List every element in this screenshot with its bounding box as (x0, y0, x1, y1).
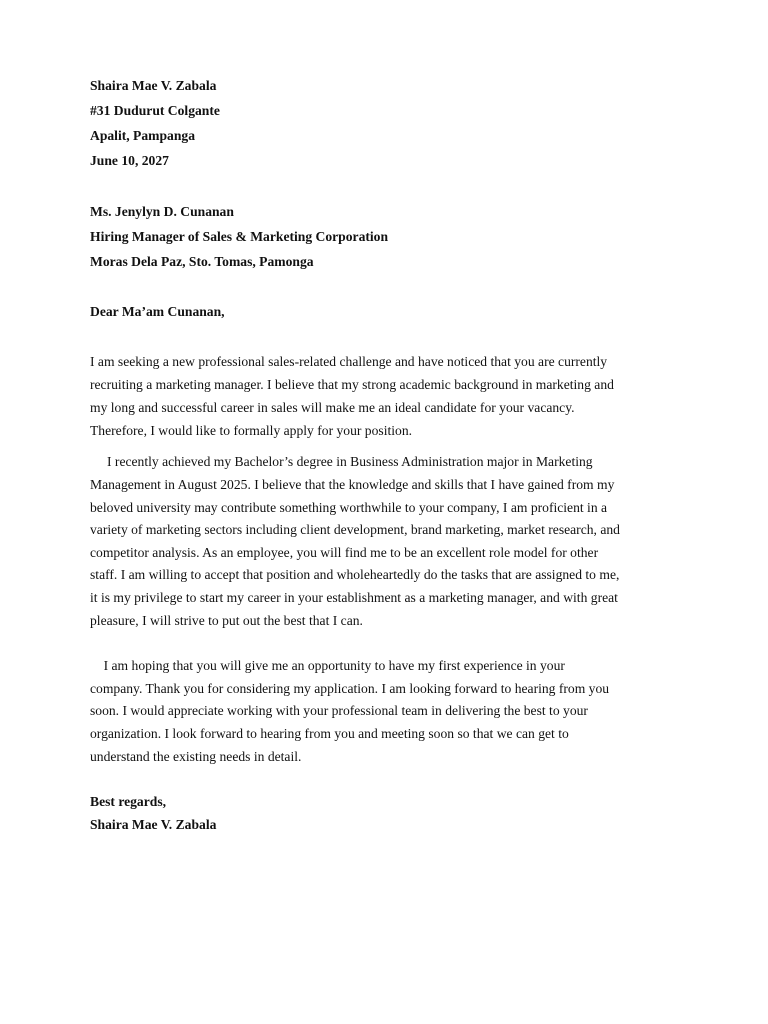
sender-address-line2: Apalit, Pampanga (90, 128, 195, 143)
paragraph-2-line: pleasure, I will strive to put out the best that I can. (90, 613, 363, 628)
paragraph-2-line: variety of marketing sectors including client development, brand marketing, market research, and (90, 522, 620, 537)
paragraph-1-line: my long and successful career in sales will make me an ideal candidate for your vacancy. (90, 400, 575, 415)
paragraph-3-line: organization. I look forward to hearing from you and meeting soon so that we can get to (90, 726, 569, 741)
paragraph-2-line: Management in August 2025. I believe that the knowledge and skills that I have gained from my (90, 477, 615, 492)
recipient-title: Hiring Manager of Sales & Marketing Corporation (90, 229, 389, 244)
paragraph-2-line: staff. I am willing to accept that position and wholeheartedly do the tasks that are assigned to me, (90, 567, 620, 582)
salutation: Dear Ma’am Cunanan, (90, 304, 225, 319)
paragraph-3-line: company. Thank you for considering my application. I am looking forward to hearing from you (90, 681, 610, 696)
paragraph-3-line: understand the existing needs in detail. (90, 749, 302, 764)
paragraph-1-line: Therefore, I would like to formally apply for your position. (90, 423, 413, 438)
recipient-address: Moras Dela Paz, Sto. Tomas, Pamonga (90, 254, 314, 269)
closing: Best regards, (90, 794, 167, 809)
signature-name: Shaira Mae V. Zabala (90, 817, 217, 832)
paragraph-3-line: soon. I would appreciate working with your professional team in delivering the best to your (90, 703, 588, 718)
paragraph-3-line: I am hoping that you will give me an opportunity to have my first experience in your (90, 658, 565, 673)
paragraph-1-line: recruiting a marketing manager. I believe that my strong academic background in marketing and (90, 377, 614, 392)
paragraph-2-line: it is my privilege to start my career in your establishment as a marketing manager, and with great (90, 590, 618, 605)
paragraph-2-line: beloved university may contribute something worthwhile to your company, I am proficient in a (90, 500, 608, 515)
paragraph-1-line: I am seeking a new professional sales-related challenge and have noticed that you are currently (90, 354, 608, 369)
sender-address-line1: #31 Dudurut Colgante (90, 103, 220, 118)
recipient-name: Ms. Jenylyn D. Cunanan (90, 204, 234, 219)
sender-name: Shaira Mae V. Zabala (90, 78, 217, 93)
paragraph-2-line: I recently achieved my Bachelor’s degree in Business Administration major in Marketing (90, 454, 593, 469)
letter-date: June 10, 2027 (90, 153, 169, 168)
paragraph-2-line: competitor analysis. As an employee, you will find me to be an excellent role model for other (90, 545, 599, 560)
